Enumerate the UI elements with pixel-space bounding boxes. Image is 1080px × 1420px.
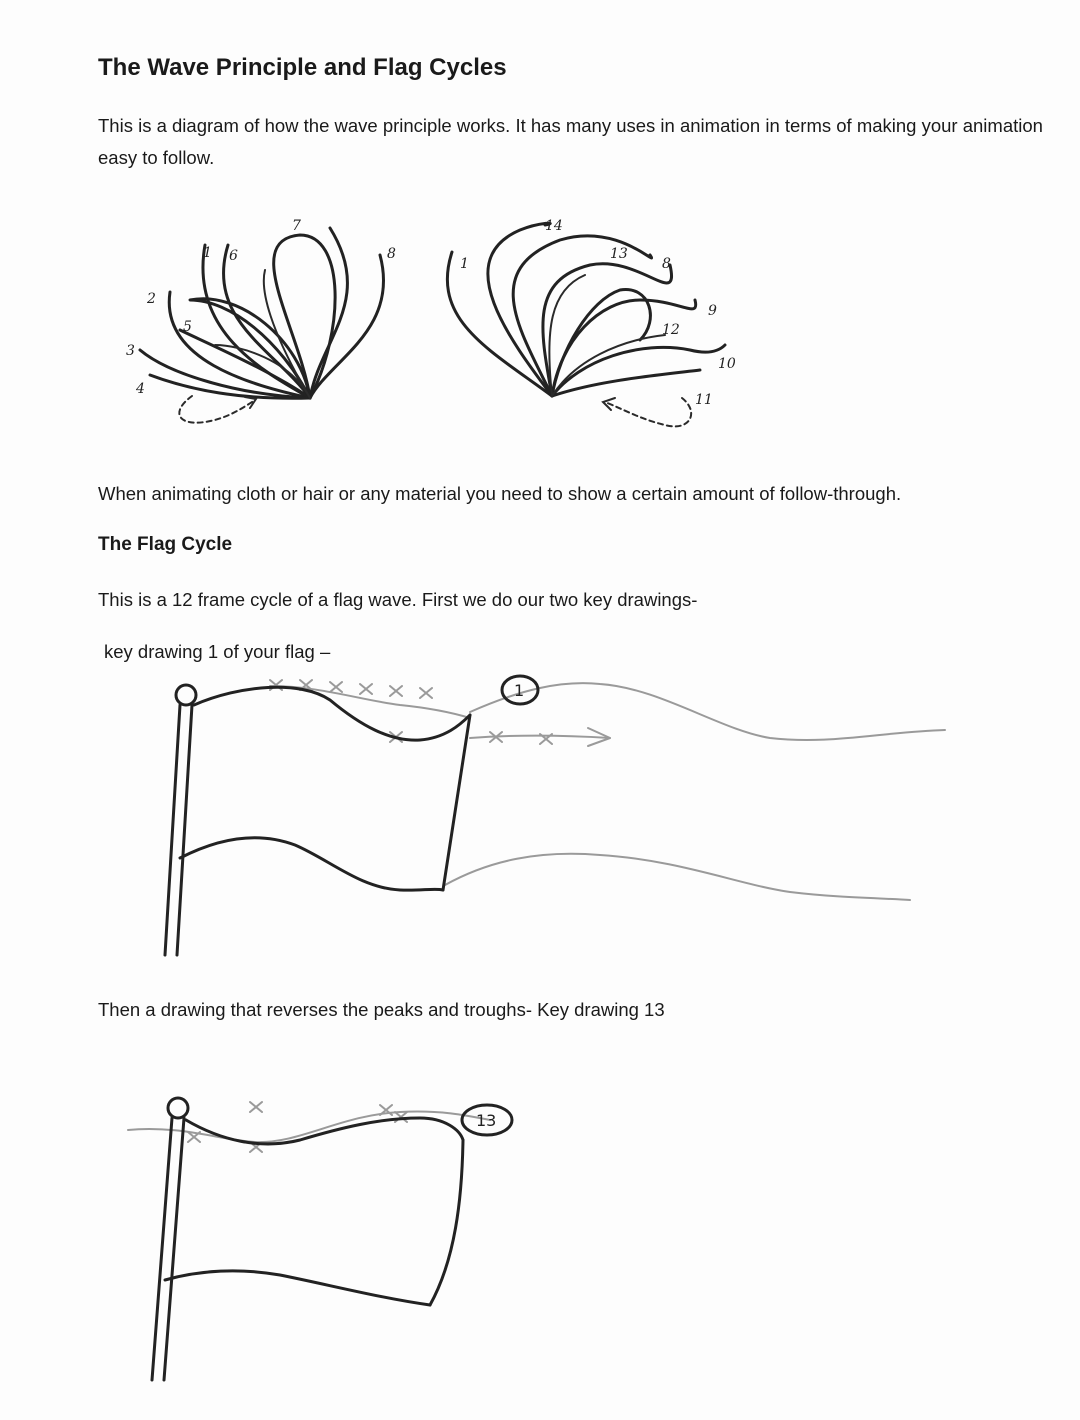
key-drawing-13-caption: Then a drawing that reverses the peaks and troughs- Key drawing 13 [98, 999, 665, 1020]
flag13-tick-marks [188, 1102, 407, 1152]
flag13-frame-number: 13 [476, 1111, 497, 1130]
left-label-5: 5 [183, 319, 192, 335]
left-label-1: 1 [203, 245, 212, 261]
right-label-13: 13 [610, 246, 628, 262]
right-label-12: 12 [662, 322, 680, 338]
left-label-8: 8 [387, 246, 396, 262]
left-label-6: 6 [229, 248, 238, 264]
left-label-2: 2 [147, 291, 156, 307]
intro-paragraph: This is a diagram of how the wave principle works. It has many uses in animation in terms of making your animation easy to follow. [98, 115, 1043, 168]
right-label-10: 10 [718, 356, 736, 372]
right-label-9: 9 [708, 303, 717, 319]
flag13-pole-finial [168, 1098, 188, 1118]
right-label-1: 1 [460, 256, 469, 272]
left-label-4: 4 [136, 381, 145, 397]
right-label-11: 11 [695, 392, 713, 408]
page-title: The Wave Principle and Flag Cycles [98, 54, 507, 81]
flag1-frame-number: 1 [514, 681, 525, 700]
flag13-fly-edge [430, 1140, 463, 1305]
flag-cycle-heading: The Flag Cycle [98, 534, 233, 555]
left-label-3: 3 [126, 343, 135, 359]
right-label-8: 8 [662, 256, 671, 272]
flag13-top-edge [186, 1118, 463, 1144]
key-drawing-1-caption: key drawing 1 of your flag – [104, 641, 331, 662]
flag-intro-paragraph: This is a 12 frame cycle of a flag wave. First we do our two key drawings- [98, 589, 698, 610]
flag13-bottom-edge [165, 1271, 430, 1305]
flag13-pole [152, 1118, 184, 1380]
left-label-7: 7 [292, 218, 301, 234]
follow-through-paragraph: When animating cloth or hair or any material you need to show a certain amount of follow-through. [98, 483, 902, 504]
right-label-14: 14 [545, 218, 563, 234]
